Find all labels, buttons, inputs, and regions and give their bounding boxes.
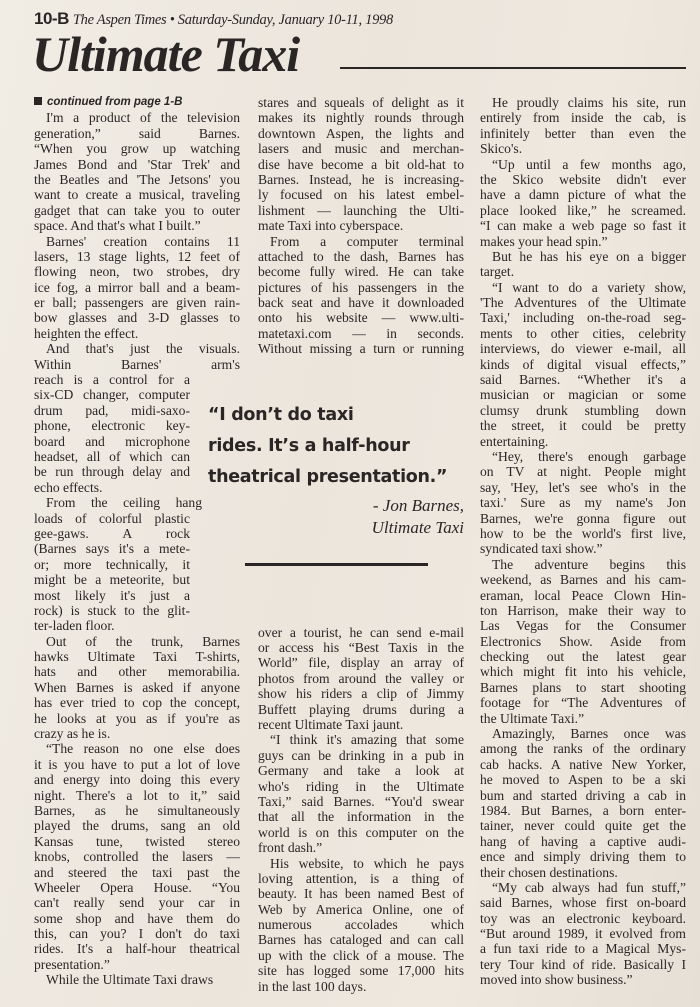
- text-line: generation,” said Barnes.: [34, 125, 240, 141]
- text-line: “My cab always had fun stuff,”: [492, 879, 686, 895]
- text-line: loving attention, is a thing of: [258, 870, 464, 886]
- text-line: Skico's.: [480, 141, 523, 157]
- page-number: 10-B: [34, 9, 69, 28]
- text-line: taxi.' Sure as my name's Jon: [480, 495, 686, 511]
- text-line: infinitely better than even the: [480, 125, 686, 141]
- text-line: have a damn picture of what the: [480, 187, 686, 203]
- text-line: eraman, local Peace Clown Hin-: [480, 587, 686, 603]
- text-line: gadget that can take you to outer: [34, 202, 240, 218]
- text-line: this, can you? I don't do taxi: [34, 926, 240, 942]
- text-line: World” file, display an array of: [258, 655, 464, 671]
- text-line: Barnes. Instead, he is increasing-: [258, 171, 464, 187]
- text-line: numerous accolades which: [258, 917, 464, 933]
- text-line: gee-gaws. A rock: [34, 525, 190, 541]
- text-line: Kansas tune, twisted stereo: [34, 833, 240, 849]
- text-line: night. There's a lot to it,” said: [34, 787, 240, 803]
- text-line: I'm a product of the television: [46, 110, 240, 126]
- text-line: “I can make a web page so fast it: [480, 218, 686, 234]
- text-line: “But around 1989, it evolved from: [480, 926, 686, 942]
- text-line: he moved to Aspen to be a ski: [480, 772, 686, 788]
- text-line: who's riding in the Ultimate: [258, 778, 464, 794]
- text-line: “The reason no one else does: [46, 741, 240, 757]
- text-line: headset, all of which can: [34, 448, 190, 464]
- text-line: attached to the dash, Barnes has: [258, 248, 464, 264]
- text-line: Electronics Show. Aside from: [480, 633, 686, 649]
- pull-quote-attribution: [208, 495, 480, 539]
- text-line: space. And that's what I built.”: [34, 218, 201, 234]
- text-line: Buffett playing drums during a: [258, 701, 464, 717]
- text-line: Without missing a turn or running: [258, 341, 464, 357]
- text-line: “When you grow up watching: [34, 141, 240, 157]
- text-line: world is on this computer on the: [258, 824, 464, 840]
- text-line: lishment — launching the Ulti-: [258, 202, 464, 218]
- text-line: Wheeler Opera House. “You: [34, 879, 240, 895]
- text-line: phone, electronic key-: [34, 418, 190, 434]
- article-column-1: [34, 95, 240, 988]
- text-line: James Bond and 'Star Trek' and: [34, 156, 240, 172]
- text-line: hang of having a captive audi-: [480, 833, 686, 849]
- pull-quote-line: rides. It’s a half-hour: [208, 436, 410, 456]
- text-line: say, 'Hey, let's see who's in the: [480, 479, 686, 495]
- text-line: Barnes' creation contains 11: [46, 233, 240, 249]
- text-line: lasers, 13 stage lights, 12 feet of: [34, 248, 240, 264]
- text-line: Germany and take a look at: [258, 763, 464, 779]
- text-line: over a tourist, he can send e-mail: [258, 624, 464, 640]
- text-line: Web by America Online, one of: [258, 901, 464, 917]
- text-line: the street, it could be pretty: [480, 418, 686, 434]
- text-line: “Up until a few months ago,: [492, 156, 686, 172]
- text-line: flowing neon, two strobes, dry: [34, 264, 240, 280]
- text-line: the Beatles and 'The Jetsons' you: [34, 171, 240, 187]
- text-line: bum and started driving a cab in: [480, 787, 686, 803]
- text-line: and steered the taxi past the: [34, 864, 240, 880]
- text-line: toy was an electronic keyboard.: [480, 910, 686, 926]
- text-line: recent Ultimate Taxi jaunt.: [258, 716, 404, 732]
- text-line: guys can be drinking in a pub in: [258, 747, 464, 763]
- text-line: played the drums, sang an old: [34, 818, 240, 834]
- text-line: can't really send your car in: [34, 895, 240, 911]
- text-line: or access his “Best Taxis in the: [258, 640, 464, 656]
- text-line: presentation.”: [34, 956, 110, 972]
- pull-quote-rule: [245, 563, 428, 566]
- text-line: echo effects.: [34, 479, 103, 495]
- text-line: front dash.”: [258, 840, 323, 856]
- text-line: makes your head spin.”: [480, 233, 608, 249]
- text-line: “Hey, there's enough garbage: [492, 448, 686, 464]
- text-line: or; more technically, it: [34, 556, 190, 572]
- text-line: among the ranks of the ordinary: [480, 741, 686, 757]
- text-line: ence and simply driving them to: [480, 849, 686, 865]
- attribution-title: Ultimate Taxi: [371, 518, 464, 537]
- text-line: ton Harrison, make their way to: [480, 602, 686, 618]
- text-line: target.: [480, 264, 515, 280]
- text-line: a fun taxi ride to a Magical Mys-: [480, 941, 686, 957]
- pull-quote-line: theatrical presentation.”: [208, 467, 448, 487]
- text-line: From a computer terminal: [270, 233, 464, 249]
- text-line: the Ultimate Taxi.”: [480, 710, 585, 726]
- text-line: Taxi,” said Barnes. “You'd swear: [258, 793, 464, 809]
- headline: Ultimate Taxi: [32, 26, 300, 82]
- text-line: hats and other memorabilia.: [34, 664, 240, 680]
- text-line: “I want to do a variety show,: [492, 279, 686, 295]
- text-line: ter-laden floor.: [34, 618, 115, 634]
- text-line: site has logged some 17,000 hits: [258, 963, 464, 979]
- text-line: tainer, never could quite get the: [480, 818, 686, 834]
- text-line: show his riders a clip of Jimmy: [258, 686, 464, 702]
- continued-note: continued from page 1-B: [34, 95, 240, 110]
- text-line: And that's just the visuals.: [46, 341, 240, 357]
- text-line: stares and squeals of delight as it: [258, 95, 464, 110]
- text-line: He proudly claims his site, run: [492, 95, 686, 110]
- text-line: up with the click of a mouse. The: [258, 947, 464, 963]
- bullet-square-icon: [34, 97, 42, 105]
- text-line: (Barnes says it's a mete-: [34, 541, 190, 557]
- pull-quote: [208, 400, 480, 539]
- text-line: interviews, do viewer e-mail, all: [480, 341, 686, 357]
- text-line: the Skico website didn't ever: [480, 171, 686, 187]
- text-line: From the ceiling hang: [46, 495, 202, 511]
- text-line: back seat and have it downloaded: [258, 295, 464, 311]
- text-line: downtown Aspen, the lights and: [258, 125, 464, 141]
- text-line: that all the information in the: [258, 809, 464, 825]
- text-line: Barnes, as he simultaneously: [34, 802, 240, 818]
- text-line: be run through delay and: [34, 464, 190, 480]
- text-line: lasers and music and merchan-: [258, 141, 464, 157]
- text-line: in the last 100 days.: [258, 978, 367, 994]
- text-line: some shop and have them do: [34, 910, 240, 926]
- text-line: Barnes has cataloged and can call: [258, 932, 464, 948]
- text-line: it is you have to put a lot of love: [34, 756, 240, 772]
- text-line: entirely from inside the cab, is: [480, 110, 686, 126]
- text-line: Amazingly, Barnes once was: [492, 726, 686, 742]
- text-line: beauty. It has been named Best of: [258, 886, 464, 902]
- text-line: ments to other cities, celebrity: [480, 325, 686, 341]
- text-line: said Barnes. “Whether it's a: [480, 372, 686, 388]
- text-line: Las Vegas for the Consumer: [480, 618, 686, 634]
- article-column-2: [258, 95, 464, 994]
- text-line: photos from around the valley or: [258, 670, 464, 686]
- publication-dateline: The Aspen Times • Saturday-Sunday, January 10-11, 1998: [72, 12, 393, 28]
- text-line: heighten the effect.: [34, 325, 139, 341]
- text-line: place looked like,” he screamed.: [480, 202, 686, 218]
- text-line: and energy into doing this every: [34, 772, 240, 788]
- text-line: loads of colorful plastic: [34, 510, 190, 526]
- text-line: knobs, controlled the lasers —: [34, 849, 240, 865]
- text-line: want to create a musical, traveling: [34, 187, 240, 203]
- text-line: drum pad, midi-saxo-: [34, 402, 190, 418]
- text-line: makes its nightly rounds through: [258, 110, 464, 126]
- text-line: “I think it's amazing that some: [270, 732, 464, 748]
- text-line: six-CD changer, computer: [34, 387, 190, 403]
- text-line: reach is a control for a: [34, 372, 190, 388]
- attribution-name: - Jon Barnes,: [372, 496, 464, 515]
- text-line: rock) is stuck to the glit-: [34, 602, 190, 618]
- text-line: Taxi,' including on-the-road seg-: [480, 310, 686, 326]
- text-line: entertaining.: [480, 433, 549, 449]
- text-line: become fully wired. He can take: [258, 264, 464, 280]
- text-line: has ever tried to cop the concept,: [34, 695, 240, 711]
- text-line: 1984. But Barnes, a born enter-: [480, 802, 686, 818]
- text-line: musician or magician or some: [480, 387, 686, 403]
- text-line: Barnes plans to start shooting: [480, 679, 686, 695]
- text-line: syndicated taxi show.”: [480, 541, 603, 557]
- text-line: hawks Ultimate Taxi T-shirts,: [34, 649, 240, 665]
- text-line: clumsy drunk stumbling down: [480, 402, 686, 418]
- text-line: he looks at you as if you're as: [34, 710, 240, 726]
- text-line: most likely it's just a: [34, 587, 190, 603]
- pull-quote-text: [208, 400, 480, 493]
- headline-rule: [340, 67, 686, 69]
- text-line: cab hacks. A native New Yorker,: [480, 756, 686, 772]
- text-line: When Barnes is asked if anyone: [34, 679, 240, 695]
- text-line: The adventure begins this: [492, 556, 686, 572]
- text-line: how to be the world's first live,: [480, 525, 686, 541]
- text-line: er ball; passengers are given rain-: [34, 295, 240, 311]
- pull-quote-line: “I don’t do taxi: [208, 405, 354, 425]
- text-line: ly focused on his latest embel-: [258, 187, 464, 203]
- text-line: said Barnes, whose first on-board: [480, 895, 686, 911]
- text-line: bow glasses and 3-D glasses to: [34, 310, 240, 326]
- text-line: might be a meteorite, but: [34, 572, 190, 588]
- text-line: 'The Adventures of the Ultimate: [480, 295, 686, 311]
- text-line: matetaxi.com — in seconds.: [258, 325, 464, 341]
- text-line: onto his website — www.ulti-: [258, 310, 464, 326]
- text-line: their chosen destinations.: [480, 864, 618, 880]
- article-column-3: [480, 95, 686, 988]
- text-line: checking out the latest gear: [480, 649, 686, 665]
- text-line: crazy as he is.: [34, 726, 111, 742]
- text-line: kinds of digital visual effects,”: [480, 356, 686, 372]
- text-line: footage for “The Adventures of: [480, 695, 686, 711]
- text-line: tery Tour kind of ride. Basically I: [480, 956, 686, 972]
- text-line: on TV at night. People might: [480, 464, 686, 480]
- text-line: board and microphone: [34, 433, 190, 449]
- text-line: pictures of his passengers in the: [258, 279, 464, 295]
- text-line: which might fit into his vehicle,: [480, 664, 686, 680]
- text-line: His website, to which he pays: [270, 855, 464, 871]
- text-line: Barnes, we're gonna figure out: [480, 510, 686, 526]
- text-line: Within Barnes' arm's: [34, 356, 240, 372]
- text-line: But he has his eye on a bigger: [492, 248, 686, 264]
- text-line: moved into show business.”: [480, 972, 633, 988]
- text-line: rides. It's a half-hour theatrical: [34, 941, 240, 957]
- text-line: Out of the trunk, Barnes: [46, 633, 240, 649]
- text-line: mate Taxi into cyberspace.: [258, 218, 404, 234]
- text-line: dise have become a bit old-hat to: [258, 156, 464, 172]
- text-line: ice fog, a mirror ball and a beam-: [34, 279, 240, 295]
- text-line: weekend, as Barnes and his cam-: [480, 572, 686, 588]
- text-line: While the Ultimate Taxi draws: [46, 972, 214, 988]
